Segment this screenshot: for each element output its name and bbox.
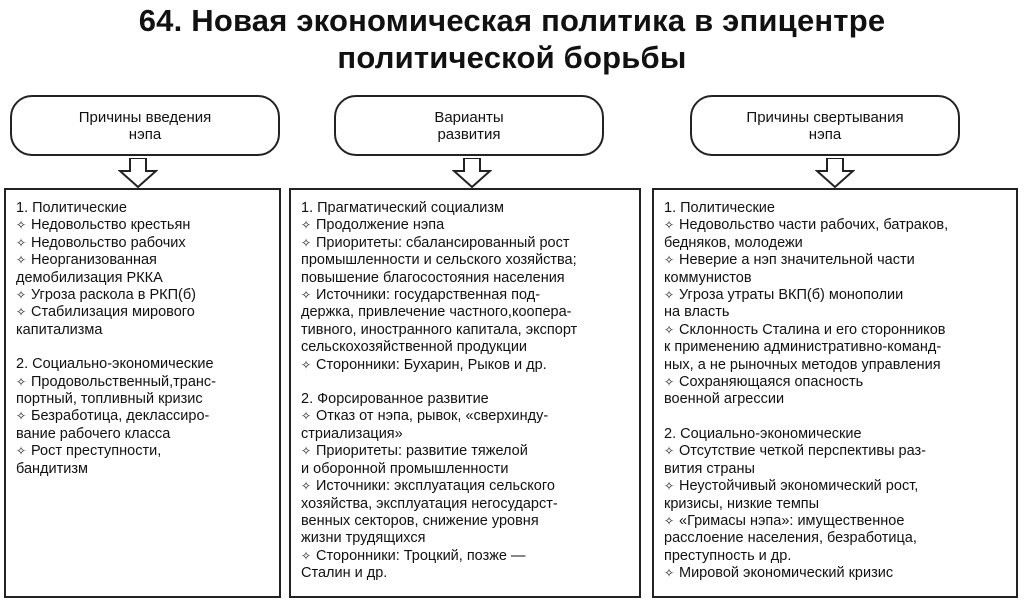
line-text: тивного, иностранного капитала, экспорт: [301, 321, 578, 338]
line-text: бандитизм: [16, 460, 88, 477]
bullet-icon: ✧: [16, 218, 27, 233]
line-text: Сохраняющаяся опасность: [679, 374, 864, 391]
line-text: кризисы, низкие темпы: [664, 495, 820, 512]
bullet-icon: ✧: [16, 235, 27, 250]
list-item: [16, 408, 273, 425]
line-text: хозяйства, эксплуатация негосударст-: [301, 495, 558, 512]
list-item-continuation: [301, 339, 633, 356]
line-text: Отсутствие четкой перспективы раз-: [679, 443, 926, 460]
column-development-variants: [289, 188, 641, 598]
bullet-icon: ✧: [301, 288, 312, 303]
line-text: Источники: государственная под-: [316, 287, 541, 304]
section-heading: [16, 356, 273, 373]
bullet-icon: ✧: [16, 409, 27, 424]
column-reasons-curtailment: [652, 188, 1018, 598]
list-item: [16, 374, 273, 391]
list-item: [16, 235, 273, 252]
list-item: [301, 235, 633, 252]
line-text: Недовольство рабочих: [31, 234, 186, 251]
list-item-continuation: [664, 304, 1010, 321]
line-text: «Гримасы нэпа»: имущественное: [679, 512, 905, 529]
list-item-continuation: [664, 339, 1010, 356]
list-item-continuation: [301, 513, 633, 530]
bullet-icon: ✧: [16, 374, 27, 389]
line-text: сельскохозяйственной продукции: [301, 339, 528, 356]
line-text: бедняков, молодежи: [664, 234, 803, 251]
list-item: [301, 548, 633, 565]
header-line-2: нэпа: [808, 125, 842, 143]
line-text: на власть: [664, 304, 730, 321]
list-item-continuation: [301, 270, 633, 287]
down-arrow-icon: [815, 158, 855, 188]
list-item: [664, 513, 1010, 530]
bullet-icon: ✧: [301, 409, 312, 424]
list-item-continuation: [301, 530, 633, 547]
line-text: демобилизация РККА: [16, 269, 163, 286]
line-text: 1. Прагматический социализм: [301, 200, 504, 216]
header-line-1: Причины свертывания: [746, 108, 904, 126]
header-line-1: Варианты: [434, 108, 504, 126]
down-arrow-icon: [452, 158, 492, 188]
line-text: и оборонной промышленности: [301, 460, 509, 477]
line-text: 2. Социально-экономические: [664, 425, 862, 442]
list-item-continuation: [16, 270, 273, 287]
bullet-icon: ✧: [664, 288, 675, 303]
line-text: Сторонники: Троцкий, позже —: [316, 547, 526, 564]
list-item: [664, 252, 1010, 269]
list-item-continuation: [16, 391, 273, 408]
section-gap: [664, 409, 1010, 426]
bullet-icon: ✧: [301, 444, 312, 459]
header-box-reasons-curtailment: [690, 95, 960, 156]
list-item-continuation: [16, 461, 273, 478]
column-reasons-introduction: [4, 188, 281, 598]
list-item: [664, 217, 1010, 234]
list-item-continuation: [664, 461, 1010, 478]
line-text: капитализма: [16, 321, 103, 338]
bullet-icon: ✧: [301, 218, 312, 233]
line-text: Угроза раскола в РКП(б): [31, 287, 196, 304]
bullet-icon: ✧: [301, 548, 312, 563]
list-item-continuation: [301, 426, 633, 443]
line-text: Стабилизация мирового: [31, 304, 195, 321]
bullet-icon: ✧: [664, 566, 675, 581]
bullet-icon: ✧: [16, 444, 27, 459]
page-title: [0, 2, 1024, 76]
bullet-icon: ✧: [664, 513, 675, 528]
list-item-continuation: [664, 357, 1010, 374]
list-item-continuation: [16, 322, 273, 339]
line-text: Недовольство крестьян: [31, 217, 191, 234]
section-heading: [16, 200, 273, 217]
line-text: Продолжение нэпа: [316, 217, 445, 234]
line-text: венных секторов, снижение уровня: [301, 512, 539, 529]
section-heading: [664, 200, 1010, 217]
list-item-continuation: [664, 496, 1010, 513]
line-text: Неверие а нэп значительной части: [679, 252, 915, 269]
line-text: держка, привлечение частного,коопера-: [301, 304, 572, 321]
line-text: Сталин и др.: [301, 565, 388, 582]
list-item: [301, 408, 633, 425]
line-text: Источники: эксплуатация сельского: [316, 478, 555, 495]
bullet-icon: ✧: [301, 357, 312, 372]
line-text: портный, топливный кризис: [16, 391, 203, 408]
line-text: 2. Форсированное развитие: [301, 391, 489, 408]
line-text: Рост преступности,: [31, 443, 162, 460]
list-item: [16, 304, 273, 321]
line-text: ных, а не рыночных методов управления: [664, 356, 941, 373]
list-item: [301, 478, 633, 495]
bullet-icon: ✧: [664, 479, 675, 494]
down-arrow-icon: [118, 158, 158, 188]
header-line-2: нэпа: [128, 125, 162, 143]
line-text: Склонность Сталина и его сторонников: [679, 321, 946, 338]
list-item: [664, 443, 1010, 460]
list-item: [301, 287, 633, 304]
bullet-icon: ✧: [664, 322, 675, 337]
line-text: 1. Политические: [16, 200, 127, 216]
list-item: [664, 374, 1010, 391]
header-box-reasons-introduction: [10, 95, 280, 156]
line-text: Отказ от нэпа, рывок, «сверхинду-: [316, 408, 549, 425]
line-text: Продовольственный,транс-: [31, 373, 216, 390]
line-text: коммунистов: [664, 269, 752, 286]
list-item-continuation: [664, 235, 1010, 252]
line-text: Неустойчивый экономический рост,: [679, 478, 919, 495]
bullet-icon: ✧: [301, 479, 312, 494]
list-item-continuation: [664, 530, 1010, 547]
line-text: Неорганизованная: [31, 252, 157, 269]
bullet-icon: ✧: [16, 288, 27, 303]
title-line-1: 64. Новая экономическая политика в эпицентре: [138, 3, 886, 38]
section-heading: [301, 391, 633, 408]
list-item-continuation: [301, 496, 633, 513]
line-text: военной агрессии: [664, 391, 785, 408]
header-line-1: Причины введения: [78, 108, 212, 126]
list-item-continuation: [301, 322, 633, 339]
line-text: Угроза утраты ВКП(б) монополии: [679, 287, 904, 304]
list-item: [664, 322, 1010, 339]
line-text: Мировой экономический кризис: [679, 565, 894, 582]
line-text: Безработица, деклассиро-: [31, 408, 210, 425]
list-item: [301, 357, 633, 374]
list-item: [664, 287, 1010, 304]
list-item-continuation: [664, 391, 1010, 408]
list-item-continuation: [664, 270, 1010, 287]
bullet-icon: ✧: [664, 444, 675, 459]
bullet-icon: ✧: [16, 305, 27, 320]
section-heading: [301, 200, 633, 217]
section-gap: [16, 339, 273, 356]
line-text: повышение благосостояния населения: [301, 269, 565, 286]
line-text: промышленности и сельского хозяйства;: [301, 252, 577, 269]
list-item: [301, 443, 633, 460]
line-text: расслоение населения, безработица,: [664, 530, 917, 547]
list-item-continuation: [664, 548, 1010, 565]
section-heading: [664, 426, 1010, 443]
line-text: вание рабочего класса: [16, 425, 171, 442]
bullet-icon: ✧: [16, 253, 27, 268]
line-text: 1. Политические: [664, 200, 775, 216]
line-text: Приоритеты: сбалансированный рост: [316, 234, 570, 251]
list-item-continuation: [301, 565, 633, 582]
line-text: к применению административно-команд-: [664, 339, 942, 356]
line-text: Недовольство части рабочих, батраков,: [679, 217, 949, 234]
line-text: стриализация»: [301, 425, 403, 442]
list-item: [16, 443, 273, 460]
list-item-continuation: [16, 426, 273, 443]
list-item-continuation: [301, 461, 633, 478]
line-text: преступность и др.: [664, 547, 792, 564]
title-line-2: политической борьбы: [337, 40, 687, 75]
bullet-icon: ✧: [301, 235, 312, 250]
header-box-development-variants: [334, 95, 604, 156]
list-item-continuation: [301, 304, 633, 321]
line-text: Приоритеты: развитие тяжелой: [316, 443, 528, 460]
line-text: вития страны: [664, 460, 755, 477]
line-text: Сторонники: Бухарин, Рыков и др.: [316, 356, 547, 373]
list-item: [664, 478, 1010, 495]
list-item: [664, 565, 1010, 582]
line-text: 2. Социально-экономические: [16, 356, 214, 373]
list-item: [16, 217, 273, 234]
list-item-continuation: [301, 252, 633, 269]
header-line-2: развития: [437, 125, 501, 143]
bullet-icon: ✧: [664, 218, 675, 233]
list-item: [16, 252, 273, 269]
section-gap: [301, 374, 633, 391]
bullet-icon: ✧: [664, 253, 675, 268]
list-item: [16, 287, 273, 304]
bullet-icon: ✧: [664, 375, 675, 390]
line-text: жизни трудящихся: [301, 530, 426, 547]
list-item: [301, 217, 633, 234]
